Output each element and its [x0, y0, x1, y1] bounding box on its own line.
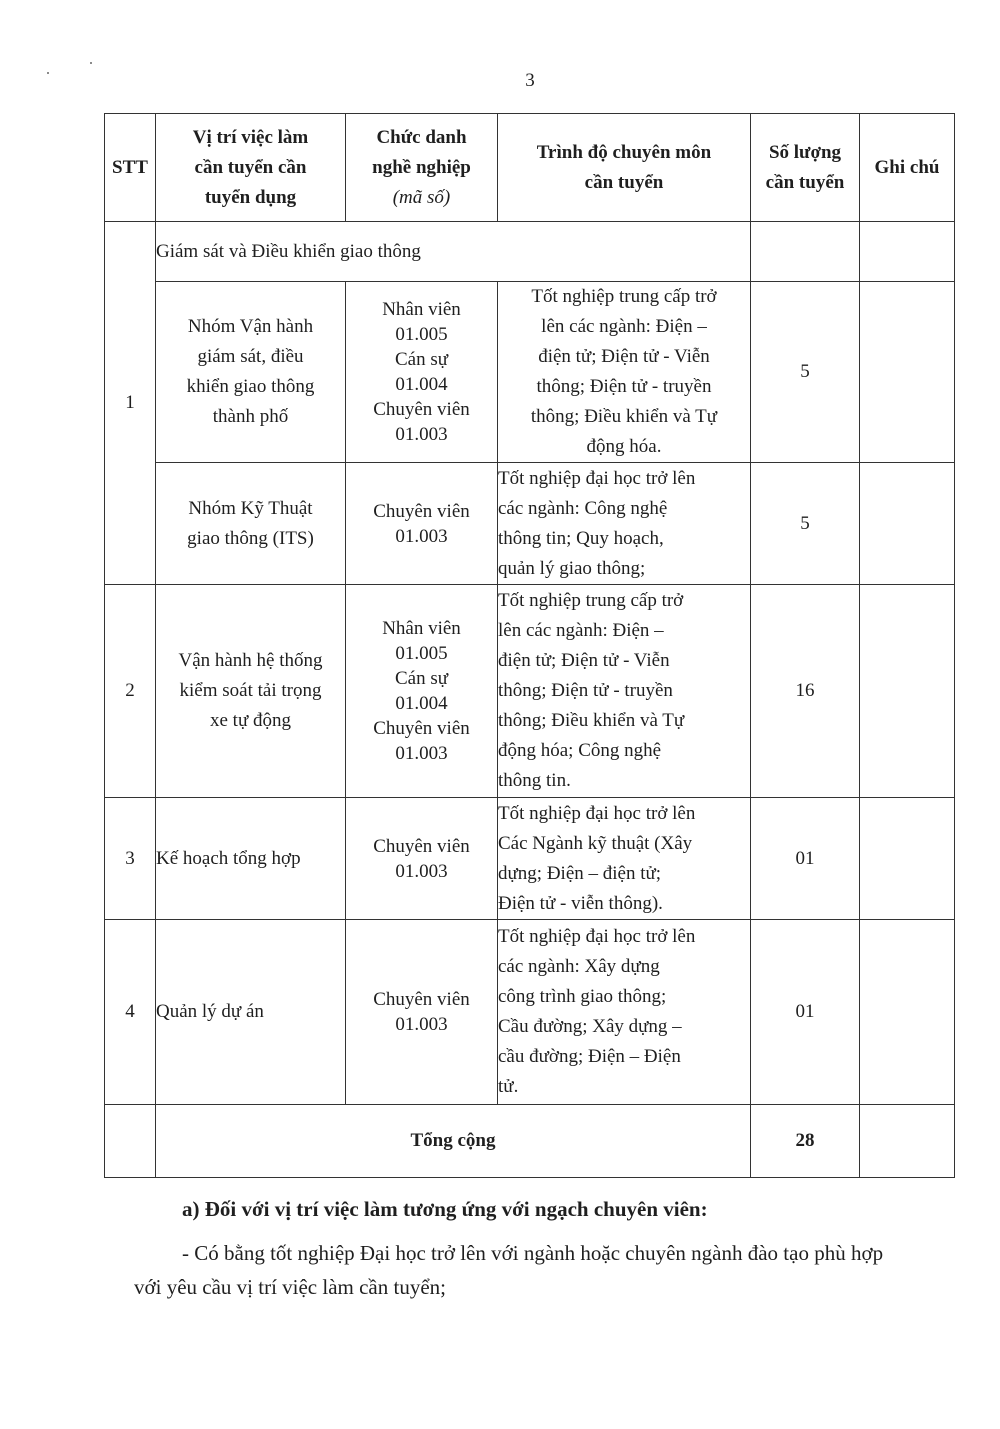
total-value: 28 — [751, 1105, 860, 1178]
cell-note — [860, 282, 955, 463]
page-number: 3 — [525, 70, 535, 91]
cell-stt: 3 — [105, 798, 156, 920]
cell-qualification: Tốt nghiệp trung cấp trở lên các ngành: Điện – điện tử; Điện tử - Viễn thông; Điện tử - truyền thông; Điều khiển và Tự động hóa; Công nghệ thông tin. — [498, 585, 751, 798]
cell-quantity: 01 — [751, 798, 860, 920]
cell-quantity — [751, 222, 860, 282]
header-position: Vị trí việc làm cần tuyển cần tuyển dụng — [156, 114, 346, 222]
cell-qualification: Tốt nghiệp đại học trở lên Các Ngành kỹ thuật (Xây dựng; Điện – điện tử; Điện tử - viễn thông). — [498, 798, 751, 920]
table-header-row — [105, 114, 955, 222]
cell-note — [860, 463, 955, 585]
total-row — [105, 1105, 955, 1178]
table-row — [105, 282, 955, 463]
cell-title: Nhân viên 01.005 Cán sự 01.004 Chuyên viên 01.003 — [346, 585, 498, 798]
header-title-code: (mã số) — [392, 186, 451, 208]
cell-title: Chuyên viên 01.003 — [346, 920, 498, 1105]
header-quantity: Số lượng cần tuyển — [751, 114, 860, 222]
cell-position: Vận hành hệ thống kiểm soát tải trọng xe tự động — [156, 585, 346, 798]
cell-position: Nhóm Kỹ Thuật giao thông (ITS) — [156, 463, 346, 585]
cell-qualification: Tốt nghiệp trung cấp trở lên các ngành: Điện – điện tử; Điện tử - Viễn thông; Điện tử - truyền thông; Điều khiển và Tự động hóa. — [498, 282, 751, 463]
body-paragraph: - Có bằng tốt nghiệp Đại học trở lên với ngành hoặc chuyên ngành đào tạo phù hợp với yêu cầu vị trí việc làm cần tuyển; — [134, 1241, 884, 1299]
cell-position: Nhóm Vận hành giám sát, điều khiển giao thông thành phố — [156, 282, 346, 463]
cell-stt: 4 — [105, 920, 156, 1105]
cell-stt: 2 — [105, 585, 156, 798]
total-label: Tổng cộng — [156, 1105, 751, 1178]
cell-quantity: 16 — [751, 585, 860, 798]
cell-note — [860, 920, 955, 1105]
cell-quantity: 5 — [751, 282, 860, 463]
cell-title: Nhân viên 01.005 Cán sự 01.004 Chuyên viên 01.003 — [346, 282, 498, 463]
cell-stt: 1 — [105, 222, 156, 585]
cell-note — [860, 1105, 955, 1178]
scan-speck — [90, 62, 92, 64]
table-row — [105, 798, 955, 920]
header-qualification: Trình độ chuyên môn cần tuyển — [498, 114, 751, 222]
cell-position: Kế hoạch tổng hợp — [156, 798, 346, 920]
header-title: Chức danh nghề nghiệp (mã số) — [346, 114, 498, 222]
cell-quantity: 5 — [751, 463, 860, 585]
cell-title: Chuyên viên 01.003 — [346, 463, 498, 585]
cell-qualification: Tốt nghiệp đại học trở lên các ngành: Xây dựng công trình giao thông; Cầu đường; Xây dựng – cầu đường; Điện – Điện tử. — [498, 920, 751, 1105]
cell-qualification: Tốt nghiệp đại học trở lên các ngành: Công nghệ thông tin; Quy hoạch, quản lý giao thông; — [498, 463, 751, 585]
header-stt: STT — [105, 114, 156, 222]
cell-note — [860, 222, 955, 282]
cell-note — [860, 798, 955, 920]
table-row — [105, 222, 955, 282]
cell-quantity: 01 — [751, 920, 860, 1105]
section-heading: a) Đối với vị trí việc làm tương ứng với ngạch chuyên viên: — [182, 1197, 708, 1221]
cell-position: Quản lý dự án — [156, 920, 346, 1105]
cell-stt — [105, 1105, 156, 1178]
group-label: Giám sát và Điều khiển giao thông — [156, 222, 751, 282]
recruitment-table — [104, 113, 955, 1178]
table-row — [105, 920, 955, 1105]
cell-note — [860, 585, 955, 798]
header-note: Ghi chú — [860, 114, 955, 222]
table-row — [105, 463, 955, 585]
cell-title: Chuyên viên 01.003 — [346, 798, 498, 920]
table-row — [105, 585, 955, 798]
